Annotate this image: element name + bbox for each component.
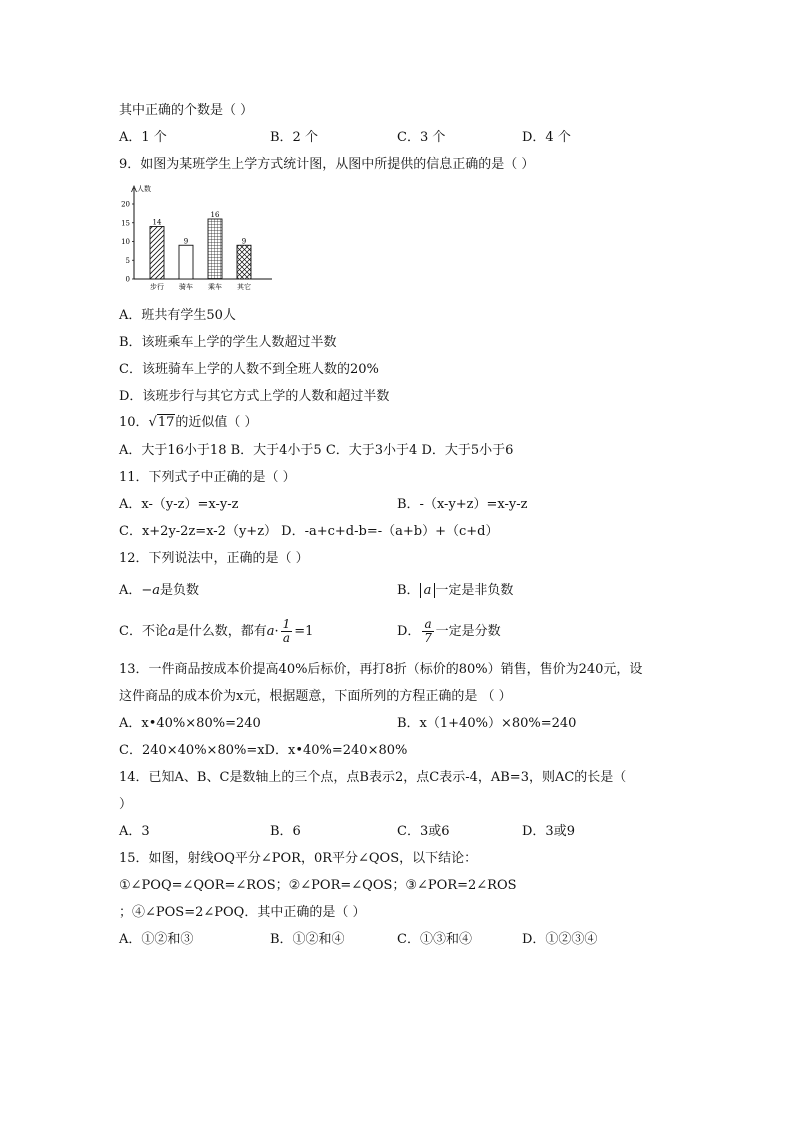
q12-c-den: a <box>282 631 291 645</box>
bar-value-label: 14 <box>152 218 162 227</box>
q12-a-text: 是负数 <box>160 583 200 598</box>
y-tick-label: 15 <box>121 219 130 228</box>
q10-number: 10． <box>119 415 149 430</box>
q12-option-b <box>397 582 513 600</box>
q9-option-d: D．该班步行与其它方式上学的人数和超过半数 <box>119 389 390 404</box>
q12-b-abs: a <box>420 583 436 598</box>
q9-stem: 9．如图为某班学生上学方式统计图，从图中所提供的信息正确的是（ ） <box>119 157 535 172</box>
q12-c-prefix: C．不论 <box>119 624 168 639</box>
sqrt-radicand: 17 <box>157 415 175 430</box>
commute-bar-chart <box>112 182 282 292</box>
bar-0 <box>150 227 164 280</box>
q12-d-fraction <box>422 618 433 645</box>
q12-d-num: a <box>424 617 432 631</box>
q15-line3: ；④∠POS=2∠POQ．其中正确的是（ ） <box>119 905 366 920</box>
q12-option-c: C．不论a是什么数，都有a· $\frac{1}{a}$ =1 <box>119 617 314 645</box>
q15-option-a: A．①②和③ <box>119 932 194 947</box>
q13-option-cd: C．240×40%×80%=xD．x•40%=240×80% <box>119 743 408 758</box>
q15-line1: 15．如图，射线OQ平分∠POR，0R平分∠QOS，以下结论： <box>119 851 478 866</box>
q14-option-b: B．6 <box>270 824 301 839</box>
bar-2 <box>208 219 222 279</box>
q15-option-c: C．①③和④ <box>397 932 472 947</box>
q10-tail: 的近似值（ ） <box>175 415 258 430</box>
q11-option-cd: C．x+2y-2z=x-2（y+z） D．-a+c+d-b=-（a+b）+（c+d） <box>119 524 499 539</box>
q14-line1: 14．已知A、B、C是数轴上的三个点，点B表示2，点C表示-4，AB=3，则AC的长是（ <box>119 770 627 785</box>
q12-b-text: 一定是非负数 <box>435 583 514 598</box>
bar-3 <box>237 245 251 279</box>
q12-b-prefix: B． <box>397 583 420 598</box>
q14-option-c: C．3或6 <box>397 824 450 839</box>
bar-value-label: 9 <box>241 237 247 246</box>
q8-tail: 其中正确的个数是（ ） <box>119 103 254 118</box>
q12-d-text: 一定是分数 <box>435 624 501 639</box>
q14-option-d: D．3或9 <box>522 824 575 839</box>
q10-stem <box>119 414 258 432</box>
q12-d-prefix: D． <box>397 624 421 639</box>
q12-c-num: 1 <box>282 617 291 631</box>
q11-option-a: A．x-（y-z）=x-y-z <box>119 497 239 512</box>
q14-option-a: A．3 <box>119 824 150 839</box>
q12-c-mid: 是什么数，都有 <box>175 624 267 639</box>
q8-option-c: C．3 个 <box>397 130 446 145</box>
y-tick-label: 0 <box>125 275 130 284</box>
q12-c-var2: a <box>266 624 275 639</box>
q12-a-prefix: A． <box>119 583 142 598</box>
q12-a-var: −a <box>141 583 161 598</box>
q10-options: A．大于16小于18 B．大于4小于5 C．大于3小于4 D．大于5小于6 <box>119 443 514 458</box>
category-label: 乘车 <box>208 283 222 291</box>
q12-d-den: 7 <box>424 631 432 645</box>
q12-option-d <box>397 618 501 645</box>
q13-line1: 13．一件商品按成本价提高40%后标价，再打8折（标价的80%）销售，售价为240元，设 <box>119 662 643 677</box>
q12-c-fraction <box>281 618 293 645</box>
q15-option-d: D．①②③④ <box>522 932 598 947</box>
category-label: 骑车 <box>179 283 193 291</box>
q12-stem: 12．下列说法中，正确的是（ ） <box>119 551 309 566</box>
q9-option-a: A．班共有学生50人 <box>119 308 236 323</box>
q13-line2: 这件商品的成本价为x元，根据题意，下面所列的方程正确的是 （ ） <box>119 689 512 704</box>
sqrt-expression: √17 <box>148 415 175 430</box>
q8-option-a: A．1 个 <box>119 130 167 145</box>
q12-c-eq: =1 <box>294 624 314 639</box>
bar-1 <box>179 245 193 279</box>
q11-stem: 11．下列式子中正确的是（ ） <box>119 470 296 485</box>
bar-value-label: 9 <box>183 237 189 246</box>
q13-option-a: A．x•40%×80%=240 <box>119 716 261 731</box>
q11-option-b: B．-（x-y+z）=x-y-z <box>397 497 528 512</box>
q8-option-d: D．4 个 <box>522 130 571 145</box>
q9-option-b: B．该班乘车上学的学生人数超过半数 <box>119 335 337 350</box>
q14-line2: ） <box>119 797 133 812</box>
q8-option-b: B．2 个 <box>270 130 318 145</box>
y-tick-label: 20 <box>121 200 130 209</box>
q12-c-var: a <box>167 624 176 639</box>
q13-option-b: B．x（1+40%）×80%=240 <box>397 716 577 731</box>
y-tick-label: 10 <box>121 238 130 246</box>
q9-option-c: C．该班骑车上学的人数不到全班人数的20% <box>119 362 379 377</box>
y-axis-label: 人数 <box>137 185 151 193</box>
bar-value-label: 16 <box>210 211 220 219</box>
category-label: 步行 <box>150 283 164 291</box>
category-label: 其它 <box>237 283 251 291</box>
q15-line2: ①∠POQ=∠QOR=∠ROS；②∠POR=∠QOS；③∠POR=2∠ROS <box>119 878 517 893</box>
y-tick-label: 5 <box>125 256 130 265</box>
q15-option-b: B．①②和④ <box>270 932 345 947</box>
q12-option-a <box>119 582 199 600</box>
